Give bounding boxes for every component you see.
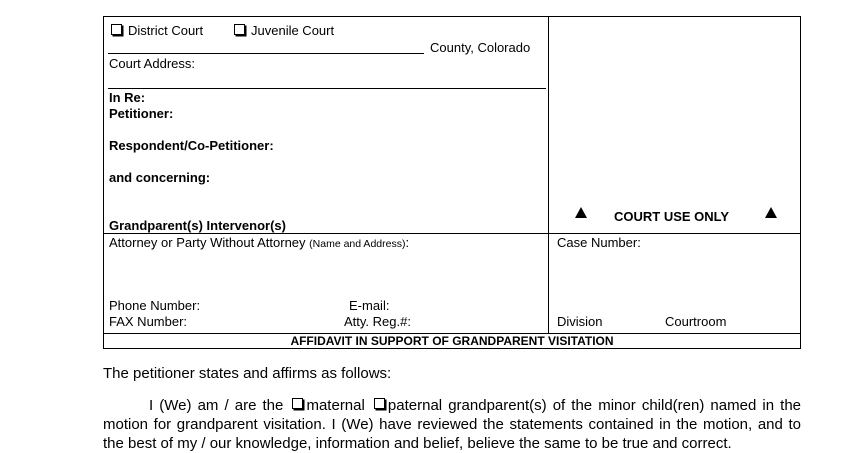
maternal-label: maternal [306, 397, 365, 414]
checkbox-icon[interactable] [111, 24, 122, 35]
petitioner-label: Petitioner: [109, 106, 174, 121]
district-court-label: District Court [128, 23, 204, 38]
juvenile-court-option[interactable] [234, 23, 334, 38]
attorney-colon: : [405, 235, 410, 250]
email-label: E-mail: [349, 298, 390, 313]
courtroom-label: Courtroom [665, 314, 727, 329]
form-title: AFFIDAVIT IN SUPPORT OF GRANDPARENT VISITATION [290, 334, 614, 348]
intro-statement: The petitioner states and affirms as follows: [103, 365, 392, 382]
in-re-label: In Re: [109, 90, 146, 105]
court-address-line [108, 88, 546, 89]
fax-label: FAX Number: [109, 314, 188, 329]
county-underline [108, 53, 424, 54]
checkbox-icon[interactable] [234, 24, 245, 35]
county-label: County, Colorado [430, 40, 531, 55]
column-divider [548, 16, 549, 334]
phone-label: Phone Number: [109, 298, 201, 313]
triangle-right-icon [765, 205, 777, 223]
affirmation-paragraph [103, 396, 801, 453]
district-court-option[interactable] [111, 23, 203, 38]
intervenors-label: Grandparent(s) Intervenor(s) [109, 218, 286, 233]
court-use-only-label: COURT USE ONLY [614, 209, 730, 224]
attorney-label-text: Attorney or Party Without Attorney [109, 235, 306, 250]
triangle-left-icon [575, 205, 587, 223]
concerning-label: and concerning: [109, 170, 211, 185]
court-address-label: Court Address: [109, 56, 195, 71]
paternal-checkbox-icon[interactable] [374, 398, 385, 409]
attorney-note: (Name and Address) [309, 238, 406, 250]
case-number-label: Case Number: [557, 235, 641, 250]
attorney-label [109, 235, 409, 250]
respondent-label: Respondent/Co-Petitioner: [109, 138, 274, 153]
juvenile-court-label: Juvenile Court [251, 23, 335, 38]
maternal-checkbox-icon[interactable] [292, 398, 303, 409]
parties-bottom-line [103, 233, 801, 234]
division-label: Division [557, 314, 603, 329]
atty-reg-label: Atty. Reg.#: [344, 314, 411, 329]
para-part2: paternal grandparent(s) of the minor child(ren) named in the motion for grandparent visitation. I (We) have reviewed the statements contained in the motion, and to the best of my / our knowledge, information and belief, believe the same to be true and correct. [103, 397, 802, 452]
para-part1: I (We) am / are the [149, 397, 284, 414]
